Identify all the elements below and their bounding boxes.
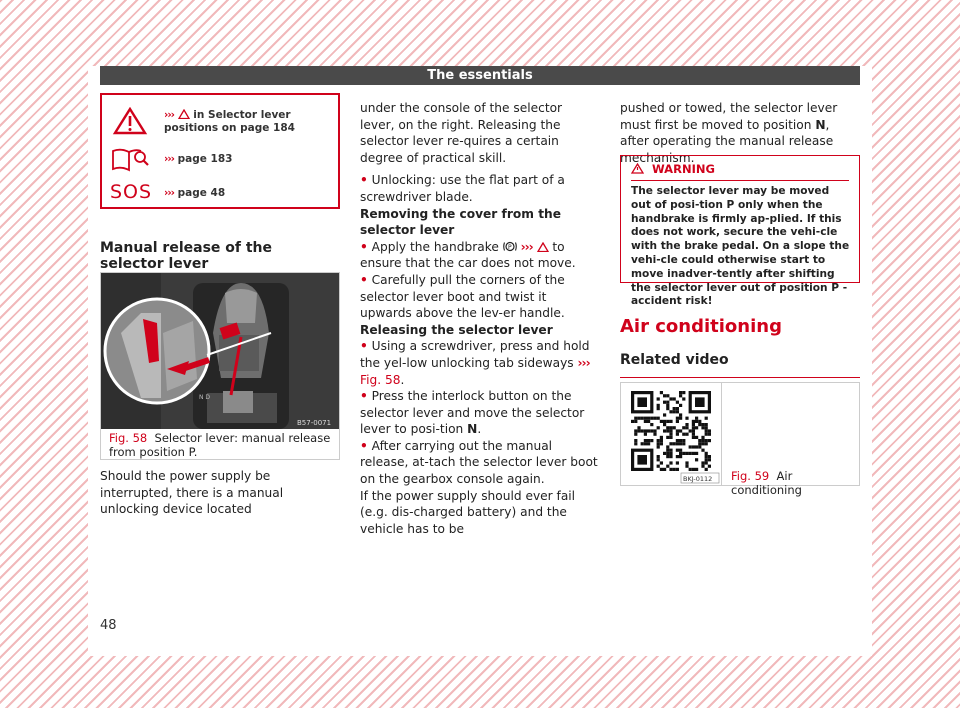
reference-box: ››› in Selector lever positions on page 184 ››› page 183 SOS ››› page 48 bbox=[100, 93, 340, 209]
column-1-text: Should the power supply be interrupted, there is a manual unlocking device located bbox=[100, 469, 284, 517]
warning-text: The selector lever may be moved out of posi-tion P only when the handbrake is firmly ap-plied. If this does not work, secure the vehi-cle with the brake pedal. On a slope the vehi-cle could otherwise start to move inadver-tently after shifting the selector lever out of position P - accident risk! bbox=[631, 185, 850, 308]
qr-code-image[interactable] bbox=[621, 383, 722, 485]
gear-letters: N D bbox=[199, 394, 211, 401]
figure-59 bbox=[620, 382, 860, 497]
related-video-heading: Related video bbox=[620, 352, 860, 378]
handbrake-icon bbox=[503, 240, 521, 254]
sos-icon: SOS bbox=[110, 181, 153, 203]
section-title: Manual release of the selector lever bbox=[100, 240, 340, 283]
qr-code-label: BKJ-0112 bbox=[683, 475, 713, 483]
warning-small-icon bbox=[178, 109, 190, 119]
manual-book-icon bbox=[110, 145, 150, 173]
air-conditioning-heading: Air conditioning bbox=[620, 316, 782, 337]
ref-text-3: page 48 bbox=[177, 187, 226, 199]
bullet-screwdriver: • Using a screwdriver, press and hold the yel-low unlocking tab sideways ››› Fig. 58. bbox=[360, 339, 590, 387]
page-header: The essentials bbox=[100, 66, 860, 85]
figure-code: B57-0071 bbox=[297, 419, 332, 427]
bullet-attach-boot: • After carrying out the manual release, at-tach the selector lever boot on the gearbox console again. bbox=[360, 438, 598, 487]
warning-icon bbox=[631, 163, 644, 174]
figure-59-caption: Fig. 59 Air conditioning bbox=[731, 469, 802, 497]
bullet-handbrake: • Apply the handbrake P ››› to ensure that the car does not move. bbox=[360, 239, 576, 271]
warning-title: WARNING bbox=[652, 162, 715, 176]
ref-text-1: in Selector lever positions on page 184 bbox=[164, 109, 295, 134]
warning-box bbox=[620, 155, 860, 308]
ref-text-2: page 183 bbox=[177, 153, 233, 165]
bullet-unlocking: • Unlocking: use the flat part of a screwdriver blade. bbox=[360, 173, 565, 204]
bullet-pull-corners: • Carefully pull the corners of the selector lever boot and twist it upwards above the lev-er handle. bbox=[360, 272, 565, 321]
subheading-remove-cover: Removing the cover from the selector lever bbox=[360, 206, 561, 238]
figure-58 bbox=[100, 272, 340, 460]
selector-lever-image bbox=[101, 273, 339, 429]
fig-58-link[interactable]: Fig. 58 bbox=[360, 372, 401, 387]
warning-inline-icon bbox=[537, 240, 553, 254]
page-number: 48 bbox=[100, 618, 117, 633]
figure-58-caption: Fig. 58 Selector lever: manual release from position P. bbox=[109, 431, 331, 459]
bullet-interlock: • Press the interlock button on the selector lever and move the selector lever to posi-tion N. bbox=[360, 389, 585, 437]
column-3-text: pushed or towed, the selector lever must first be moved to position N, after operating the manual release mechanism. bbox=[620, 101, 838, 165]
column-2-text: under the console of the selector lever, on the right. Releasing the selector lever re-quires a certain degree of practical skill. • Unlocking: use the flat part of a screwdriver blade. Removing the cover from the selector lever • Apply the handbrake P ››› to ensure that the car does not move. • Carefully pull the corners of the selector lever boot and twist it upwards above the lev-er handle. Releasing the selector lever • Using a screwdriver, press and hold the yel-low unlocking tab sideways ››› Fig. 58. • Press the interlock button on the selector lever and move the selector lever to posi-tion N. • After carrying out the manual release, at-tach the selector lever boot on the gearbox console again. If the power supply should ever fail (e.g. dis-charged battery) and the vehicle has to be bbox=[360, 100, 600, 543]
warning-triangle-icon bbox=[110, 107, 150, 135]
subheading-release-lever: Releasing the selector lever bbox=[360, 322, 553, 337]
svg-text:P: P bbox=[507, 243, 512, 251]
